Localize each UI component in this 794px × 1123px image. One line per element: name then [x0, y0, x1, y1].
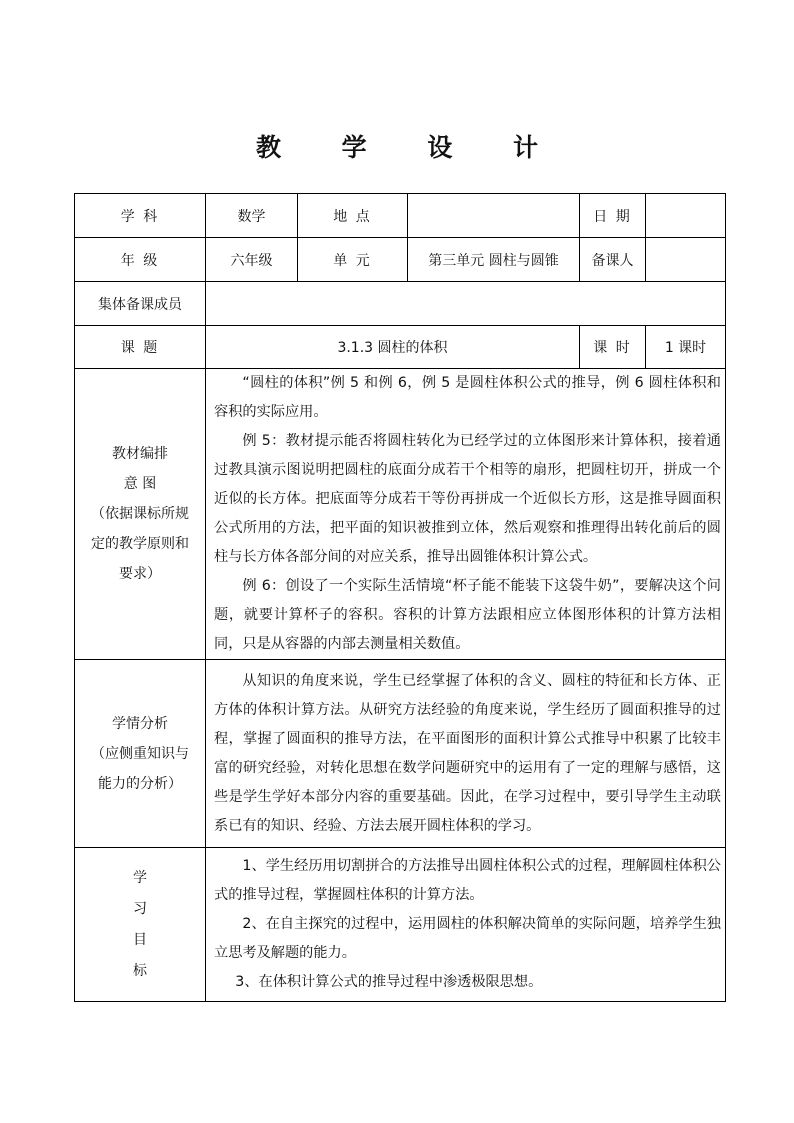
goals-content [206, 848, 726, 1002]
goals-label-char: 标 [133, 962, 147, 979]
hours-label: 课 时 [580, 326, 646, 369]
subject-row [75, 194, 726, 238]
date-value [646, 194, 726, 238]
goal-item: 1、学生经历用切割拼合的方法推导出圆柱体积公式的过程，理解圆柱体积公式的推导过程，掌握圆柱体积的计算方法。 [214, 858, 721, 903]
grade-label: 年 级 [75, 238, 206, 282]
group-row [75, 282, 726, 326]
intent-row [75, 369, 726, 660]
analysis-label-line: 学情分析 [112, 715, 168, 732]
intent-label [75, 369, 206, 660]
analysis-label-line: （应侧重知识与 [91, 745, 189, 762]
goals-label-char: 习 [133, 900, 147, 917]
intent-content [206, 369, 726, 660]
group-value [206, 282, 726, 326]
analysis-row [75, 660, 726, 848]
grade-row [75, 238, 726, 282]
date-label: 日 期 [580, 194, 646, 238]
unit-label: 单 元 [298, 238, 408, 282]
unit-value: 第三单元 圆柱与圆锥 [408, 238, 580, 282]
analysis-label-line: 能力的分析） [98, 775, 182, 792]
grade-value: 六年级 [206, 238, 298, 282]
subject-value: 数学 [206, 194, 298, 238]
intent-label-line: 意 图 [123, 476, 157, 492]
place-value [408, 194, 580, 238]
lesson-label: 课 题 [75, 326, 206, 369]
goals-label [75, 848, 206, 1002]
analysis-label [75, 660, 206, 848]
intent-label-line: 要求） [119, 566, 161, 582]
preparer-value [646, 238, 726, 282]
group-label: 集体备课成员 [75, 282, 206, 326]
goals-label-char: 学 [133, 869, 147, 886]
intent-label-line: （依据课标所规 [91, 506, 189, 522]
analysis-paragraph: 从知识的角度来说，学生已经掌握了体积的含义、圆柱的特征和长方体、正方体的体积计算方法。从研究方法经验的角度来说，学生经历了圆面积推导的过程，掌握了圆面积的推导方法，在平面图形的面积计算公式推导中积累了比较丰富的研究经验，对转化思想在数学问题研究中的运用有了一定的理解与感悟，这些是学生学好本部分内容的重要基础。因此，在学习过程中，要引导学生主动联系已有的知识、经验、方法去展开圆柱体积的学习。 [214, 672, 721, 834]
intent-paragraph: 例 5：教材提示能否将圆柱转化为已经学过的立体图形来计算体积，接着通过教具演示图说明把圆柱的底面分成若干个相等的扇形，把圆柱切开，拼成一个近似的长方体。把底面等分成若干等份再拼成一个近似长方形，这是推导圆面积公式所用的方法，把平面的知识被推到立体，然后观察和推理得出转化前后的圆柱与长方体各部分间的对应关系，推导出圆锥体积计算公式。 [214, 433, 721, 565]
goals-row [75, 848, 726, 1002]
page-title: 教 学 设 计 [255, 133, 565, 162]
lesson-plan-table [74, 193, 726, 1002]
place-label: 地 点 [298, 194, 408, 238]
hours-value: 1 课时 [646, 326, 726, 369]
intent-paragraph: 例 6：创设了一个实际生活情境“杯子能不能装下这袋牛奶”，要解决这个问题，就要计算杯子的容积。容积的计算方法跟相应立体图形体积的计算方法相同，只是从容器的内部去测量相关数值。 [214, 578, 721, 652]
lesson-value: 3.1.3 圆柱的体积 [206, 326, 580, 369]
goal-item: 2、在自主探究的过程中，运用圆柱的体积解决简单的实际问题，培养学生独立思考及解题的能力。 [214, 916, 721, 961]
intent-paragraph: “圆柱的体积”例 5 和例 6，例 5 是圆柱体积公式的推导，例 6 圆柱体积和容积的实际应用。 [214, 375, 721, 420]
intent-label-line: 定的教学原则和 [91, 536, 189, 552]
preparer-label: 备课人 [580, 238, 646, 282]
goal-item: 3、在体积计算公式的推导过程中渗透极限思想。 [235, 974, 543, 990]
lesson-row [75, 326, 726, 369]
intent-label-line: 教材编排 [112, 446, 168, 462]
subject-label: 学 科 [75, 194, 206, 238]
analysis-content [206, 660, 726, 848]
goals-label-char: 目 [133, 931, 147, 948]
